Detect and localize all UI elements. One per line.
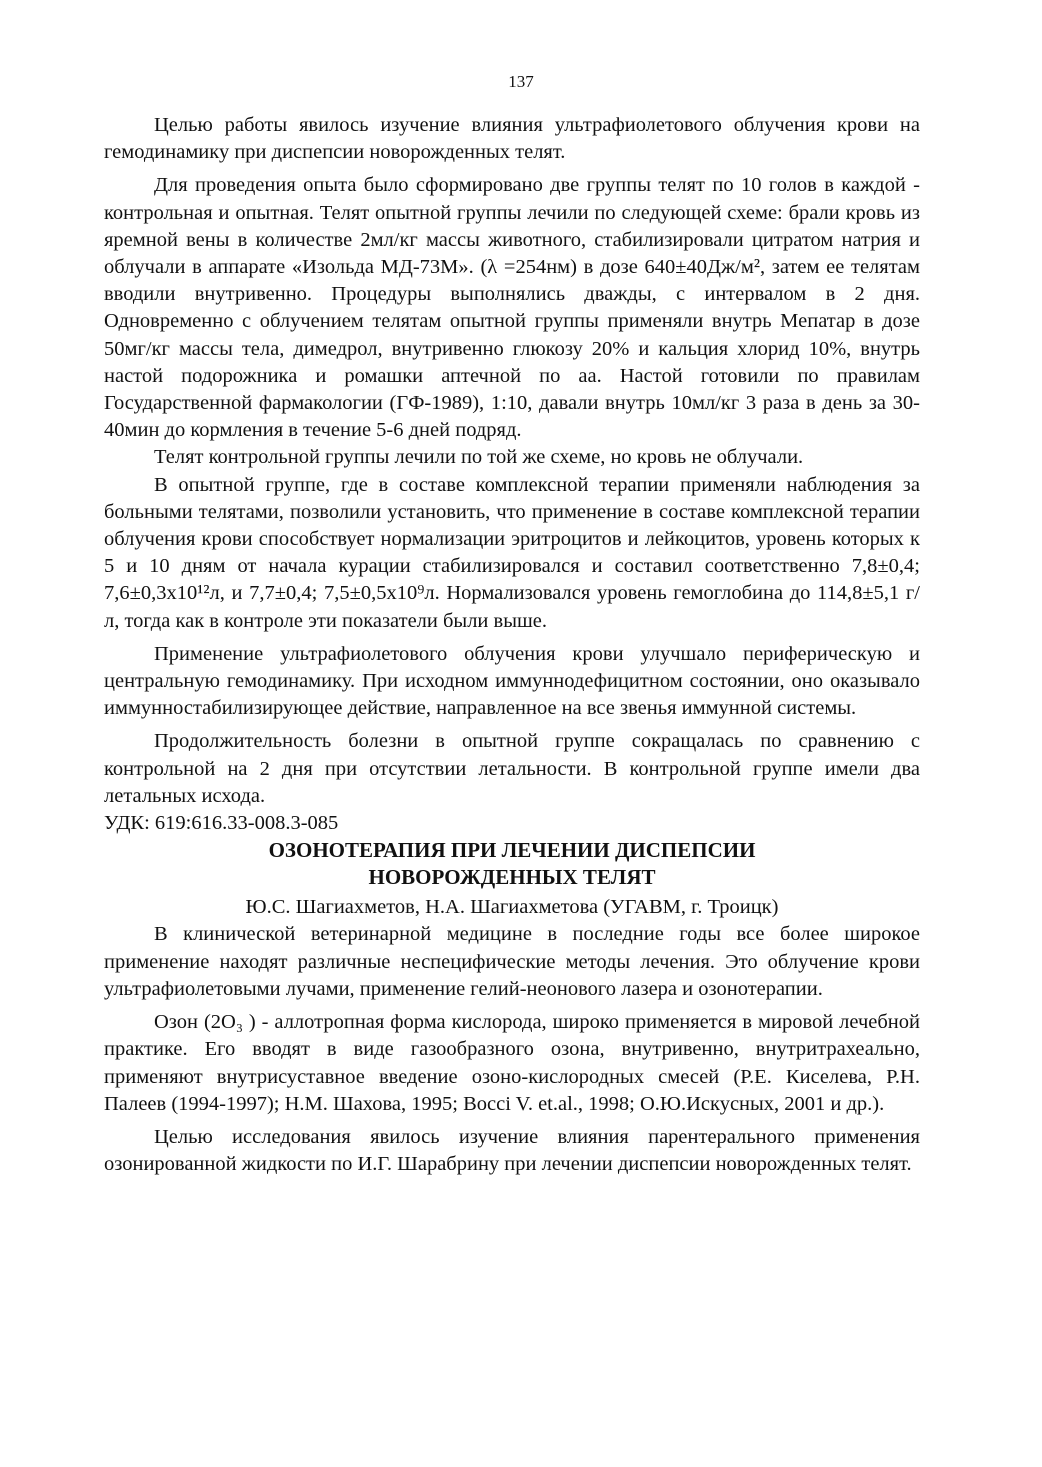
article-title-line-2: НОВОРОЖДЕННЫХ ТЕЛЯТ bbox=[368, 865, 656, 890]
paragraph: Озон (2O₃ ) - аллотропная форма кислорода, широко применяется в мировой лечебной практике. Его вводят в виде газообразного озона, внутривенно, внутритрахеально, применяют внутрисуставное введение озоно-кислородных смесей (Р.Е. Киселева, Р.Н. Палеев (1994-1997); Н.М. Шахова, 1995; Bocci V. et.al., 1998; О.Ю.Искусных, 2001 и др.). bbox=[104, 1011, 920, 1115]
paragraph: Продолжительность болезни в опытной группе сокращалась по сравнению с контрольной на 2 дня при отсутствии летальности. В контрольной группе имели два летальных исхода. bbox=[104, 730, 920, 807]
paragraph: В опытной группе, где в составе комплексной терапии применяли наблюдения за больными телятами, позволили установить, что применение в составе комплексной терапии облучения крови способствует нормализации эритроцитов и лейкоцитов, уровень которых к 5 и 10 дням от начала курации стабилизировался и составил соответственно 7,8±0,4; 7,6±0,3x10¹²л, и 7,7±0,4; 7,5±0,5x10⁹л. Нормализовался уровень гемоглобина до 114,8±5,1 г/л, тогда как в контроле эти показатели были выше. bbox=[104, 473, 920, 632]
paragraph: В клинической ветеринарной медицине в последние годы все более широкое применение находят различные неспецифические методы лечения. Это облучение крови ультрафиолетовыми лучами, применение гелий-неонового лазера и озонотерапии. bbox=[104, 923, 920, 1000]
udk-code: УДК: 619:616.33-008.3-085 bbox=[104, 812, 339, 835]
paragraph: Применение ультрафиолетового облучения крови улучшало периферическую и центральную гемодинамику. При исходном иммуннодефицитном состоянии, оно оказывало иммунностабилизирующее действие, направленное на все звенья иммунной системы. bbox=[104, 642, 920, 720]
article-title-line-1: ОЗОНОТЕРАПИЯ ПРИ ЛЕЧЕНИИ ДИСПЕПСИИ bbox=[268, 838, 756, 863]
paragraph: Целью работы явилось изучение влияния ультрафиолетового облучения крови на гемодинамику при диспепсии новорожденных телят. bbox=[104, 114, 920, 164]
paragraph: Для проведения опыта было сформировано две группы телят по 10 голов в каждой - контрольная и опытная. Телят опытной группы лечили по следующей схеме: брали кровь из яремной вены в количестве 2мл/кг массы животного, стабилизировали цитратом натрия и облучали в аппарате «Изольда МД-73М». (λ =254нм) в дозе 640±40Дж/м², затем ее телятам вводили внутривенно. Процедуры выполнялись дважды, с интервалом в 2 дня. Одновременно с облучением телятам опытной группы применяли внутрь Мепатар в дозе 50мг/кг массы тела, димедрол, внутривенно глюкозу 20% и кальция хлорид 10%, внутрь настой подорожника и ромашки аптечной по аа. Настой готовили по правилам Государственной фармакологии (ГФ-1989), 1:10, давали внутрь 10мл/кг 3 раза в день за 30-40мин до кормления в течение 5-6 дней подряд. bbox=[104, 174, 920, 442]
page-number: 137 bbox=[508, 72, 534, 91]
article-ozone bbox=[104, 810, 920, 1178]
article-intro bbox=[104, 112, 920, 810]
paragraph: Телят контрольной группы лечили по той же схеме, но кровь не облучали. bbox=[154, 446, 804, 469]
authors-line: Ю.С. Шагиахметов, Н.А. Шагиахметова (УГАВМ, г. Троицк) bbox=[245, 896, 779, 919]
page-body bbox=[104, 112, 920, 1178]
paragraph: Целью исследования явилось изучение влияния парентерального применения озонированной жидкости по И.Г. Шарабрину при лечении диспепсии новорожденных телят. bbox=[104, 1125, 920, 1176]
